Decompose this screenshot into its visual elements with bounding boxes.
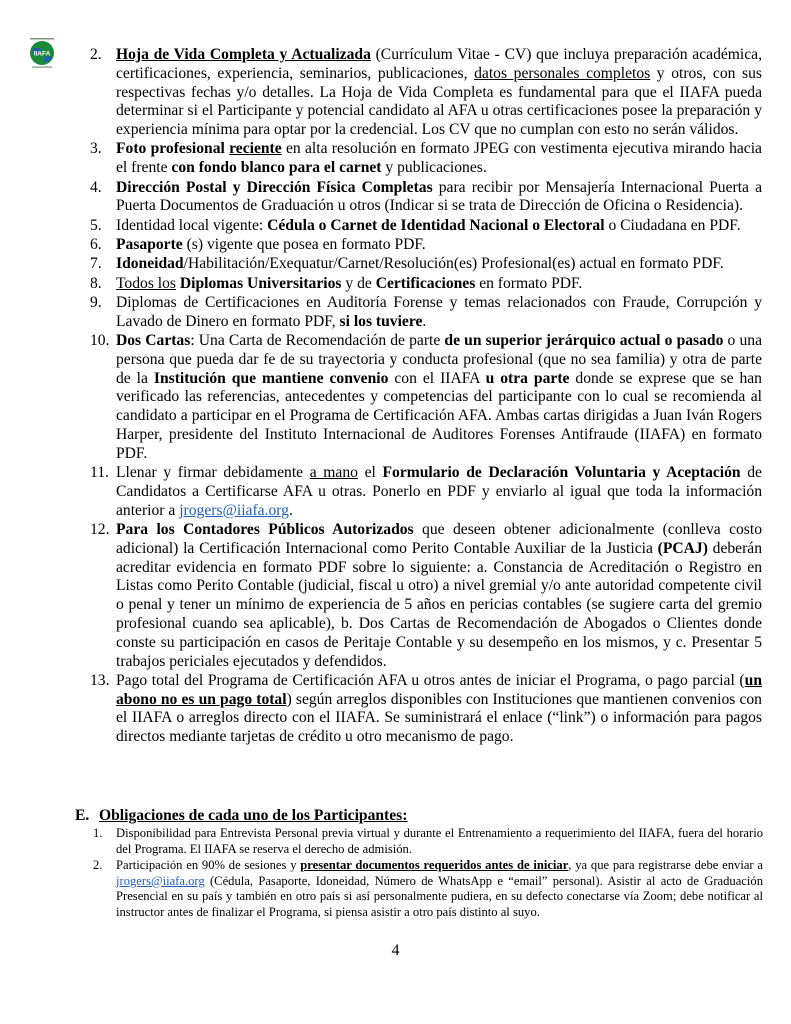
list-item <box>90 255 762 274</box>
text-run: /Habilitación/Exequatur/Carnet/Resolución(es) Profesional(es) actual en formato PDF. <box>183 255 724 273</box>
text-run: reciente <box>229 140 282 158</box>
text-run: Diplomas de Certificaciones en Auditoría Forense y temas relacionados con Fraude, Corrupción y Lavado de Dinero en formato PDF, <box>116 293 762 330</box>
item-number: 11. <box>90 464 109 482</box>
item-number: 13. <box>90 671 110 689</box>
text-run: . <box>288 501 293 519</box>
list-item <box>90 217 762 236</box>
text-run: Formulario de Declaración Voluntaria y Aceptación <box>382 464 741 482</box>
item-number: 8. <box>90 274 102 292</box>
text-run: : Una Carta de Recomendación de parte <box>190 331 445 349</box>
item-number: 1. <box>93 826 103 840</box>
item-number: 9. <box>90 293 102 311</box>
text-run: Diplomas Universitarios <box>179 274 342 292</box>
text-run: Para los Contadores Públicos Autorizados <box>116 520 414 538</box>
text-run: . <box>422 312 427 330</box>
item-number: 2. <box>93 858 103 873</box>
text-run: Idoneidad <box>116 255 184 273</box>
text-run: o Ciudadana en PDF. <box>604 216 741 234</box>
text-run: Disponibilidad para Entrevista Personal previa virtual y durante el Entrenamiento a requerimiento del IIAFA, fuera del horario del Programa. El IIAFA se reserva el derecho de admisión. <box>116 826 763 856</box>
text-run: deberán acreditar evidencia en formato PDF sobre lo siguiente: a. Constancia de Acreditación o Registro en Listas como Perito Contable (judicial, fiscal u otro) a nivel gremial y/o ante autoridad competente civil o penal y tener un mínimo de experiencia de 5 años en pericias contables (se sugiere carta del gremio profesional cuando sea aplicable), b. Dos Cartas de Recomendación de Abogados o Clientes donde conste su participación en casos de Peritaje Contable y su desempeño en los mismos, y c. Presentar 5 trabajos periciales ejecutados y defendidos. <box>116 539 762 670</box>
text-run: Pasaporte <box>116 235 183 253</box>
text-run: u otra parte <box>485 369 570 387</box>
list-item <box>90 236 762 255</box>
text-run: Dos Cartas <box>116 331 191 349</box>
text-run: Cédula o Carnet de Identidad Nacional o Electoral <box>267 216 605 234</box>
list-item <box>90 294 762 332</box>
text-run: con fondo blanco para el carnet <box>171 159 382 177</box>
text-run: y publicaciones. <box>381 159 487 177</box>
text-run: con el IIAFA <box>388 369 486 387</box>
item-number: 10. <box>90 331 110 349</box>
text-run: Dirección Postal y Dirección Física Completas <box>116 178 433 196</box>
item-number: 3. <box>90 140 102 158</box>
text-run: que deseen obtener adicionalmente (conlleva costo adicional) la Certificación Internacional como Perito Contable Auxiliar de la Justicia <box>116 520 762 557</box>
item-number: 7. <box>90 255 102 273</box>
text-run: (Cédula, Pasaporte, Idoneidad, Número de WhatsApp e “email” personal). Asistir al acto de Graduación Presencial en su país y también en otro país si así personalmente pudiera, en su defecto conectarse vía Zoom; debe notificar al instructor antes de finalizar el Programa, si piensa asistir a otro país distinto al suyo. <box>116 873 763 919</box>
item-number: 6. <box>90 235 102 253</box>
text-run: (PCAJ) <box>657 539 708 557</box>
list-item <box>90 140 762 178</box>
section-letter: E. <box>75 807 90 824</box>
text-run: un abono no es un pago total <box>116 671 762 708</box>
text-run: datos personales completos <box>474 64 651 82</box>
text-run: ) según arreglos disponibles con Instituciones que mantienen convenios con el IIAFA o arreglos directo con el IIAFA. Se suministrará el enlace (“link”) o información para pagos directos mediante tarjetas de crédito u otro mecanismo de pago. <box>116 690 762 746</box>
item-number: 12. <box>90 520 110 538</box>
text-run: presentar documentos requeridos antes de iniciar <box>300 858 569 873</box>
list-item <box>90 672 762 747</box>
text-run: (Currículum Vitae - CV) que incluya preparación académica, certificaciones, experiencia, seminarios, publicaciones, <box>116 46 762 82</box>
text-run: donde se exprese que se han verificado las referencias, antecedentes y competencias del participante con lo cual se recomienda al candidato a participar en el Programa de Certificación AFA. Ambas cartas dirigidas a Juan Iván Rogers Harper, presidente del Instituto Internacional de Auditores Forenses Antifraude (IIAFA) en formato PDF. <box>116 369 762 462</box>
list-item <box>93 826 763 857</box>
text-run: , ya que para registrarse debe enviar a <box>568 858 763 873</box>
list-item <box>90 332 762 464</box>
text-run: Todos los <box>116 274 176 292</box>
text-run: Identidad local vigente: <box>116 216 268 234</box>
text-run: y otros, con sus respectivas fechas y/o detalles. La Hoja de Vida Completa es fundamental para que el IIAFA pueda determinar si el Participante y potencial candidato al AFA u otras certificaciones posee la preparación y experiencia mínima para optar por la credencial. Los CV que no cumplan con esto no serán válidos. <box>116 64 762 139</box>
svg-text:IIAFA: IIAFA <box>33 50 51 58</box>
text-run: de un superior jerárquico actual o pasado <box>444 331 724 349</box>
text-run: el <box>357 464 383 482</box>
text-run: y de <box>341 274 376 292</box>
text-run: Participación en 90% de sesiones y <box>116 858 301 873</box>
text-run: a mano <box>309 464 358 482</box>
list-item <box>90 179 762 217</box>
item-number: 2. <box>90 46 102 63</box>
page-number: 4 <box>391 942 400 959</box>
list-item <box>90 275 762 294</box>
item-number: 5. <box>90 216 102 234</box>
section-e-heading <box>75 806 407 825</box>
email-link[interactable]: jrogers@iiafa.org <box>179 501 289 519</box>
list-item <box>90 464 762 520</box>
text-run: Hoja de Vida Completa y Actualizada <box>116 46 371 63</box>
text-run: en alta resolución en formato JPEG con vestimenta ejecutiva mirando hacia el frente <box>116 140 762 177</box>
text-run: Foto profesional <box>116 140 230 158</box>
text-run: Certificaciones <box>375 274 476 292</box>
item-number: 4. <box>90 178 102 196</box>
text-run: (s) vigente que posea en formato PDF. <box>182 235 426 253</box>
text-run: si los tuviere <box>339 312 423 330</box>
list-item <box>90 521 762 671</box>
iiafa-logo-icon <box>27 38 57 68</box>
text-run: Institución que mantiene convenio <box>153 369 389 387</box>
text-run: en formato PDF. <box>475 274 583 292</box>
obligations-list <box>93 826 763 922</box>
list-item <box>93 858 763 920</box>
text-run: Llenar y firmar debidamente <box>116 464 310 482</box>
section-title: Obligaciones de cada uno de los Participantes: <box>99 807 408 824</box>
text-run: o una persona que pueda dar fe de su trayectoria y conducta profesional (que no sea familia) y otra de parte de la <box>116 331 762 387</box>
text-run: para recibir por Mensajería Internacional Puerta a Puerta Documentos de Graduación u otros (Indicar si se trata de Dirección de Oficina o Residencia). <box>116 178 762 215</box>
requirements-list <box>90 46 762 747</box>
text-run: de Candidatos a Certificarse AFA u otras. Ponerlo en PDF y enviarlo al igual que toda la información anterior a <box>116 464 762 519</box>
text-run: Pago total del Programa de Certificación AFA u otros antes de iniciar el Programa, o pago parcial ( <box>116 671 745 689</box>
list-item <box>90 46 762 140</box>
email-link[interactable]: jrogers@iiafa.org <box>116 873 205 888</box>
